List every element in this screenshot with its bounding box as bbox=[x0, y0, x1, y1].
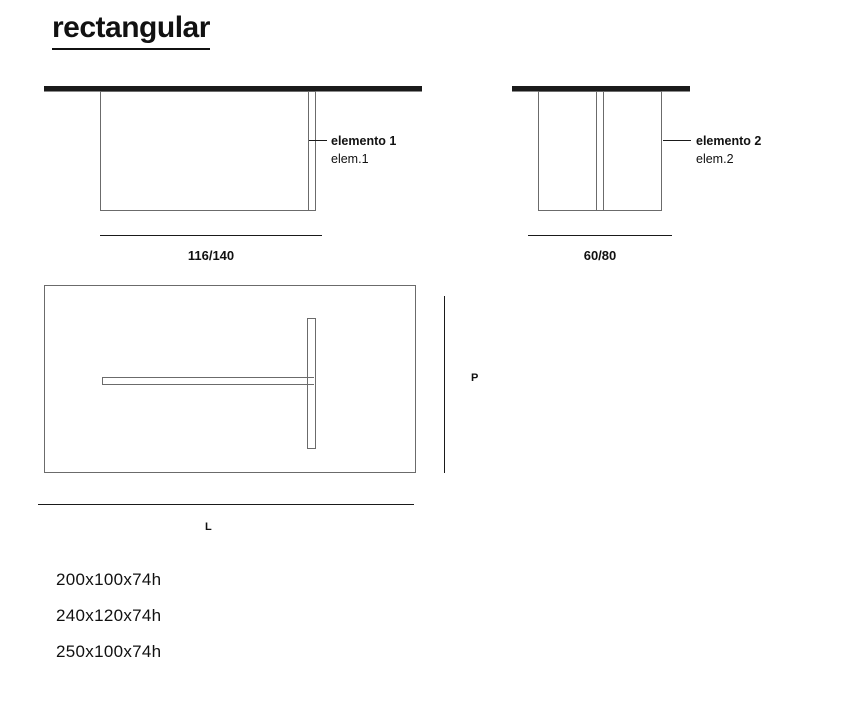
plan-view-vertical-bar-cap-top bbox=[307, 318, 316, 319]
plan-view-horizontal-bar-top bbox=[102, 377, 314, 378]
front-view-base-rib bbox=[308, 91, 309, 211]
front-view-label-sub: elem.1 bbox=[331, 152, 369, 166]
side-view-dimension-line bbox=[528, 235, 672, 236]
side-view-center-rib-right bbox=[603, 91, 604, 211]
side-view-label-sub: elem.2 bbox=[696, 152, 734, 166]
plan-view-horizontal-bar-cap bbox=[102, 377, 103, 385]
size-list bbox=[56, 562, 161, 670]
plan-view-length-dimension-line bbox=[38, 504, 414, 505]
side-view-leader-line bbox=[663, 140, 691, 141]
side-view-dimension-label: 60/80 bbox=[583, 248, 617, 263]
plan-view-depth-label: P bbox=[471, 372, 479, 384]
size-list-item: 240x120x74h bbox=[56, 606, 162, 625]
front-view-dimension-line bbox=[100, 235, 322, 236]
plan-view-vertical-bar-right bbox=[315, 318, 316, 448]
plan-view-depth-dimension-line bbox=[444, 296, 445, 473]
front-view-label-title: elemento 1 bbox=[331, 134, 397, 148]
size-list-item: 200x100x74h bbox=[56, 570, 162, 589]
front-view-leader-line bbox=[309, 140, 327, 141]
plan-view-horizontal-bar-bottom bbox=[102, 384, 314, 385]
side-view-center-rib-left bbox=[596, 91, 597, 211]
front-view-dimension-label: 116/140 bbox=[187, 248, 235, 263]
side-view-label-title: elemento 2 bbox=[696, 134, 762, 148]
page-title: rectangular bbox=[52, 10, 210, 50]
plan-view-vertical-bar-left bbox=[307, 318, 308, 448]
plan-view-length-label: L bbox=[205, 521, 212, 533]
front-view-base-panel bbox=[100, 91, 316, 211]
size-list-item: 250x100x74h bbox=[56, 642, 162, 661]
side-view-base-panel bbox=[538, 91, 662, 211]
plan-view-outline bbox=[44, 285, 416, 473]
plan-view-vertical-bar-cap-bottom bbox=[307, 448, 316, 449]
